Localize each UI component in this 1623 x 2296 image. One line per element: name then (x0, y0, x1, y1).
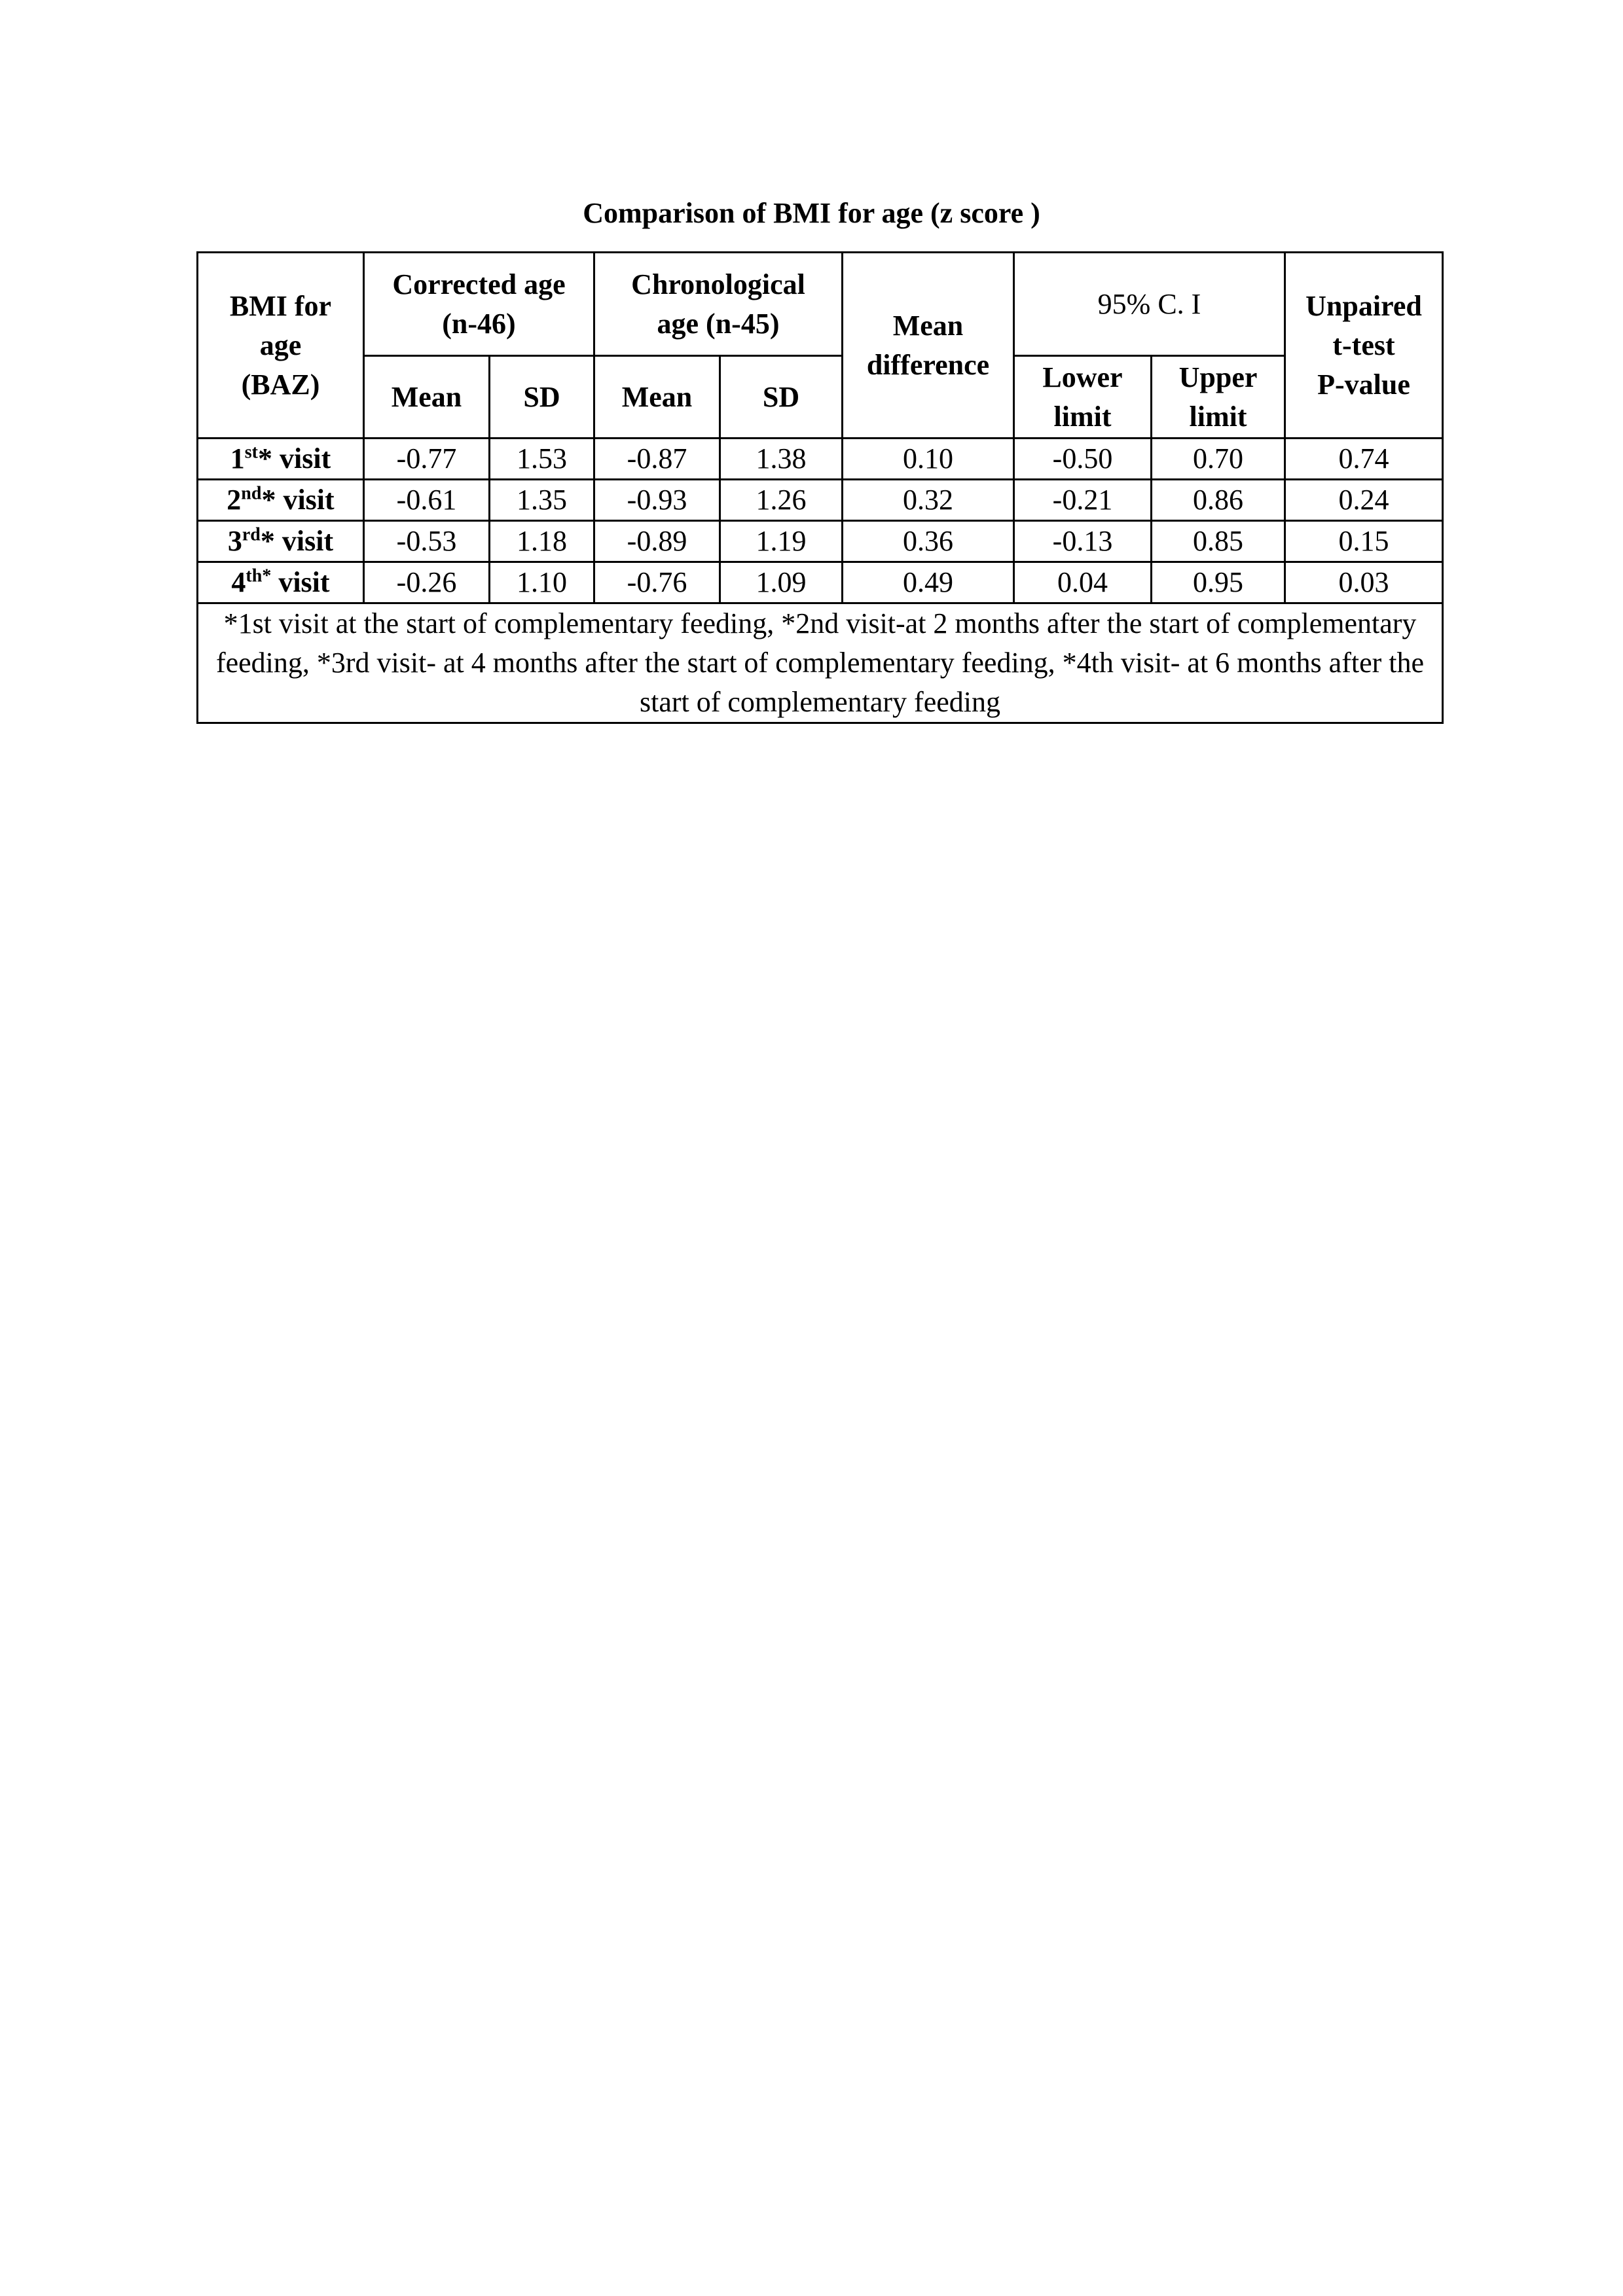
header-confidence-interval: 95% C. I (1014, 253, 1285, 356)
visit-suffix: visit (271, 566, 330, 598)
visit-suffix: * visit (258, 442, 331, 475)
bmi-comparison-table (196, 251, 1444, 724)
lower-limit-cell: 0.04 (1014, 562, 1152, 603)
header-text: age (n-45) (657, 307, 780, 340)
visit-number: 3 (227, 525, 242, 557)
header-corrected-mean: Mean (364, 356, 490, 439)
mean-difference-cell: 0.32 (843, 480, 1014, 521)
corrected-sd-cell: 1.53 (490, 439, 594, 480)
header-text: BMI for (229, 289, 332, 322)
chrono-sd-cell: 1.38 (720, 439, 843, 480)
header-text: (BAZ) (241, 368, 320, 401)
header-row-sub (198, 356, 1443, 439)
upper-limit-cell: 0.85 (1152, 521, 1285, 562)
table-row (198, 521, 1443, 562)
upper-limit-cell: 0.86 (1152, 480, 1285, 521)
visit-suffix: * visit (261, 484, 335, 516)
row-label (198, 562, 364, 603)
row-label (198, 439, 364, 480)
corrected-sd-cell: 1.10 (490, 562, 594, 603)
table-title: Comparison of BMI for age (z score ) (583, 197, 1040, 229)
chrono-mean-cell: -0.76 (594, 562, 720, 603)
header-text: age (259, 329, 302, 361)
header-text: Chronological (631, 268, 805, 300)
header-lower-limit (1014, 356, 1152, 439)
visit-ordinal: nd (241, 483, 262, 504)
mean-difference-cell: 0.49 (843, 562, 1014, 603)
corrected-mean-cell: -0.53 (364, 521, 490, 562)
header-text: Corrected age (392, 268, 566, 300)
corrected-mean-cell: -0.77 (364, 439, 490, 480)
corrected-sd-cell: 1.35 (490, 480, 594, 521)
visit-ordinal: st (244, 442, 258, 463)
header-row-top (198, 253, 1443, 356)
header-text: P-value (1317, 368, 1410, 401)
chrono-sd-cell: 1.19 (720, 521, 843, 562)
chrono-mean-cell: -0.89 (594, 521, 720, 562)
corrected-mean-cell: -0.61 (364, 480, 490, 521)
footnote-row (198, 603, 1443, 723)
corrected-sd-cell: 1.18 (490, 521, 594, 562)
chrono-mean-cell: -0.93 (594, 480, 720, 521)
visit-number: 4 (231, 566, 246, 598)
visit-ordinal: rd (242, 524, 261, 545)
header-upper-limit (1152, 356, 1285, 439)
row-label (198, 521, 364, 562)
header-text: Lower (1042, 361, 1123, 393)
upper-limit-cell: 0.70 (1152, 439, 1285, 480)
table-row (198, 562, 1443, 603)
lower-limit-cell: -0.50 (1014, 439, 1152, 480)
header-chrono-mean: Mean (594, 356, 720, 439)
table-footnote: *1st visit at the start of complementary feeding, *2nd visit-at 2 months after the start of complementary feeding, *3rd visit- at 4 months after the start of complementary feeding, *4th visit- at 6 months after the start of complementary feeding (198, 603, 1443, 723)
header-chronological-age (594, 253, 843, 356)
p-value-cell: 0.74 (1285, 439, 1443, 480)
header-mean-difference (843, 253, 1014, 439)
upper-limit-cell: 0.95 (1152, 562, 1285, 603)
corrected-mean-cell: -0.26 (364, 562, 490, 603)
header-text: limit (1053, 400, 1112, 433)
table-row (198, 480, 1443, 521)
header-row-label (198, 253, 364, 439)
visit-ordinal: th* (246, 565, 272, 586)
header-text: difference (866, 348, 990, 381)
header-text: Upper (1178, 361, 1258, 393)
header-text: Unpaired (1305, 289, 1422, 322)
header-text: Mean (892, 309, 964, 342)
p-value-cell: 0.03 (1285, 562, 1443, 603)
header-corrected-sd: SD (490, 356, 594, 439)
header-corrected-age (364, 253, 594, 356)
p-value-cell: 0.15 (1285, 521, 1443, 562)
lower-limit-cell: -0.13 (1014, 521, 1152, 562)
header-p-value (1285, 253, 1443, 439)
visit-number: 1 (230, 442, 245, 475)
visit-suffix: * visit (260, 525, 334, 557)
p-value-cell: 0.24 (1285, 480, 1443, 521)
header-text: limit (1189, 400, 1247, 433)
header-text: t-test (1332, 329, 1395, 361)
header-text: (n-46) (442, 307, 516, 340)
chrono-sd-cell: 1.26 (720, 480, 843, 521)
row-label (198, 480, 364, 521)
mean-difference-cell: 0.36 (843, 521, 1014, 562)
chrono-sd-cell: 1.09 (720, 562, 843, 603)
lower-limit-cell: -0.21 (1014, 480, 1152, 521)
header-chrono-sd: SD (720, 356, 843, 439)
visit-number: 2 (227, 484, 242, 516)
table-row (198, 439, 1443, 480)
mean-difference-cell: 0.10 (843, 439, 1014, 480)
chrono-mean-cell: -0.87 (594, 439, 720, 480)
